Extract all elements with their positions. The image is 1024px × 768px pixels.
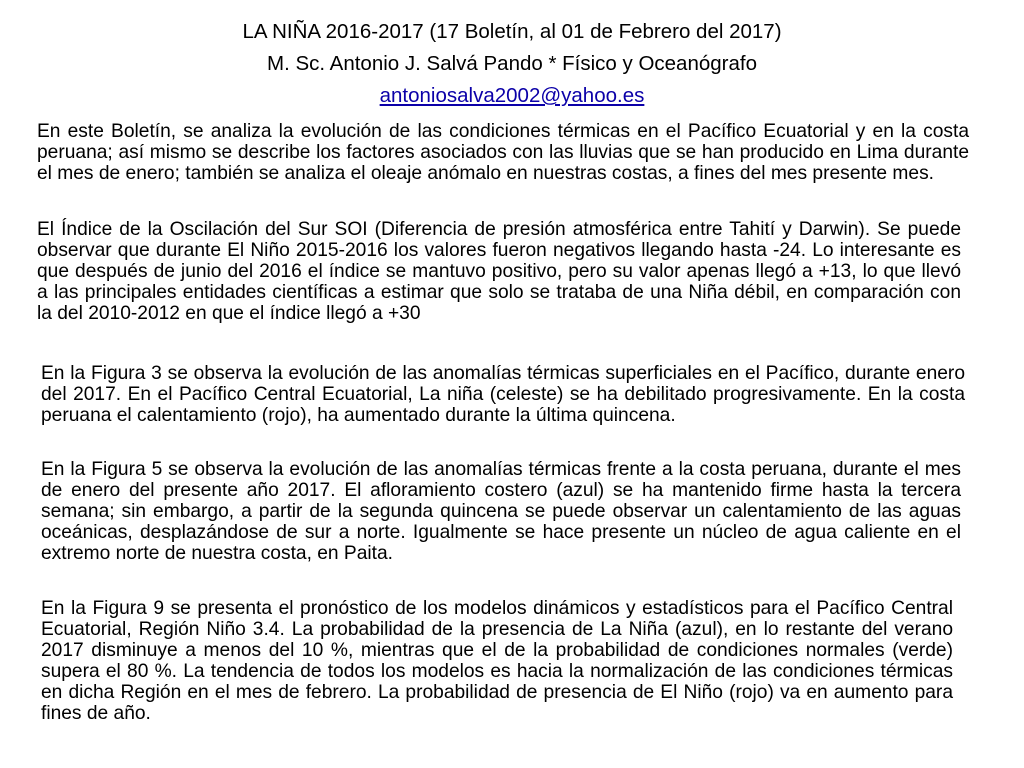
- paragraph-figure-9: En la Figura 9 se presenta el pronóstico de los modelos dinámicos y estadísticos para el Pacífico Central Ecuatorial, Región Niño 3.4. La probabilidad de la presencia de La Niña (azul), en lo restante del verano 2017 disminuye a menos del 10 %, mientras que el de la probabilidad de condiciones normales (verde) supera el 80 %. La tendencia de todos los modelos es hacia la normalización de las condiciones térmicas en dicha Región en el mes de febrero. La probabilidad de presencia de El Niño (rojo) va en aumento para fines de año.: [41, 598, 953, 724]
- document-header: [0, 16, 1024, 112]
- paragraph-figure-3: En la Figura 3 se observa la evolución de las anomalías térmicas superficiales en el Pacífico, durante enero del 2017. En el Pacífico Central Ecuatorial, La niña (celeste) se ha debilitado progresivamente. En la costa peruana el calentamiento (rojo), ha aumentado durante la última quincena.: [41, 363, 965, 426]
- paragraph-figure-5: En la Figura 5 se observa la evolución de las anomalías térmicas frente a la costa peruana, durante el mes de enero del presente año 2017. El afloramiento costero (azul) se ha mantenido firme hasta la tercera semana; sin embargo, a partir de la segunda quincena se puede observar un calentamiento de las aguas oceánicas, desplazándose de sur a norte. Igualmente se hace presente un núcleo de agua caliente en el extremo norte de nuestra costa, en Paita.: [41, 459, 961, 564]
- author-line: M. Sc. Antonio J. Salvá Pando * Físico y Oceanógrafo: [267, 52, 757, 75]
- author-email-link[interactable]: antoniosalva2002@yahoo.es: [379, 84, 645, 107]
- document-title: LA NIÑA 2016-2017 (17 Boletín, al 01 de Febrero del 2017): [242, 20, 782, 43]
- paragraph-intro: En este Boletín, se analiza la evolución de las condiciones térmicas en el Pacífico Ecuatorial y en la costa peruana; así mismo se describe los factores asociados con las lluvias que se han producido en Lima durante el mes de enero; también se analiza el oleaje anómalo en nuestras costas, a fines del mes presente mes.: [37, 121, 969, 184]
- paragraph-soi-index: El Índice de la Oscilación del Sur SOI (Diferencia de presión atmosférica entre Tahití y Darwin). Se puede observar que durante El Niño 2015-2016 los valores fueron negativos llegando hasta -24. Lo interesante es que después de junio del 2016 el índice se mantuvo positivo, pero su valor apenas llegó a +13, lo que llevó a las principales entidades científicas a estimar que solo se trataba de una Niña débil, en comparación con la del 2010-2012 en que el índice llegó a +30: [37, 219, 961, 324]
